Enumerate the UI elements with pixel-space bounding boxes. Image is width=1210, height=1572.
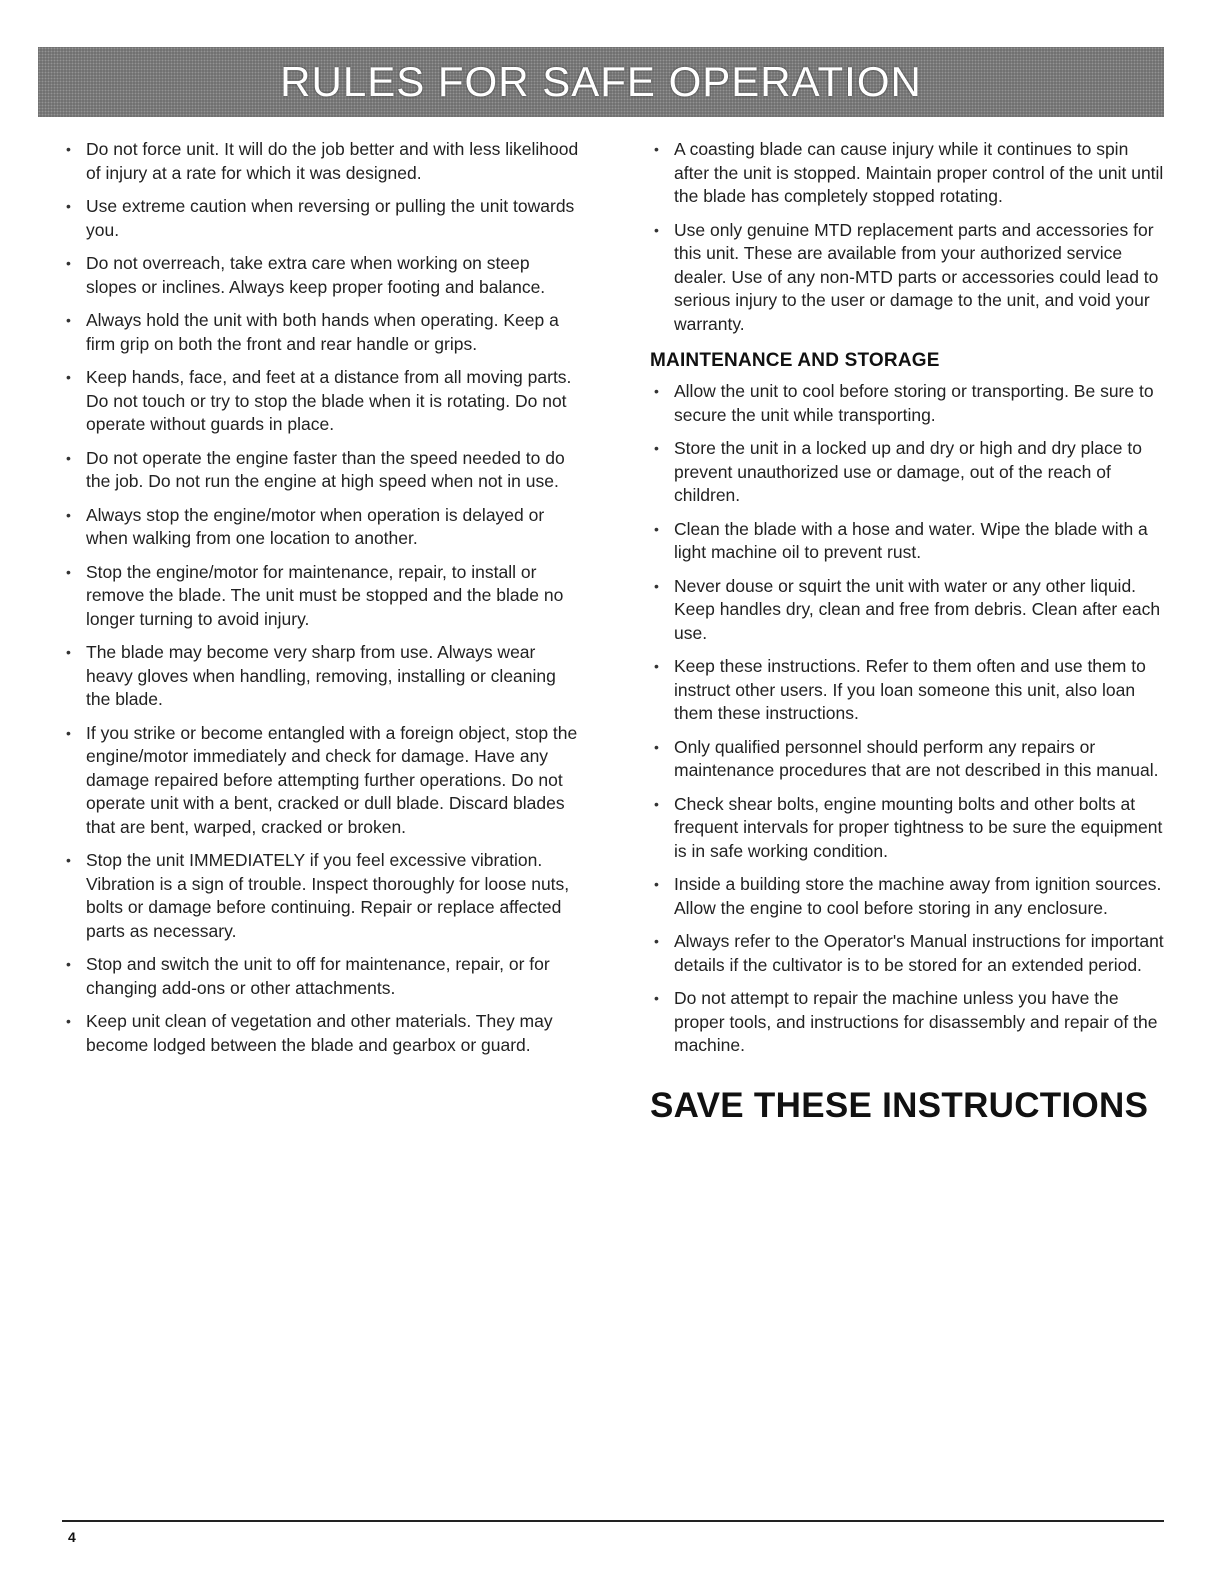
list-item: • Use extreme caution when reversing or pulling the unit towards you.	[62, 195, 582, 242]
page-title: RULES FOR SAFE OPERATION	[280, 58, 922, 105]
list-item: • Use only genuine MTD replacement parts and accessories for this unit. These are available from your authorized service dealer. Use of any non-MTD parts or accessories could lead to serious injury to the user or damage to the unit, and void your warranty.	[650, 219, 1165, 337]
list-item: • Always refer to the Operator's Manual instructions for important details if the cultivator is to be stored for an extended period.	[650, 930, 1165, 977]
list-item: • Allow the unit to cool before storing or transporting. Be sure to secure the unit while transporting.	[650, 380, 1165, 427]
list-item: • Only qualified personnel should perform any repairs or maintenance procedures that are not described in this manual.	[650, 736, 1165, 783]
list-item: • Keep unit clean of vegetation and other materials. They may become lodged between the blade and gearbox or guard.	[62, 1010, 582, 1057]
left-column	[62, 138, 582, 1067]
list-item: • Stop and switch the unit to off for maintenance, repair, or for changing add-ons or other attachments.	[62, 953, 582, 1000]
list-item: • The blade may become very sharp from use. Always wear heavy gloves when handling, removing, installing or cleaning the blade.	[62, 641, 582, 712]
list-item: • Stop the engine/motor for maintenance, repair, to install or remove the blade. The unit must be stopped and the blade no longer turning to avoid injury.	[62, 561, 582, 632]
list-item: • Clean the blade with a hose and water. Wipe the blade with a light machine oil to prevent rust.	[650, 518, 1165, 565]
maintenance-list	[650, 380, 1165, 1058]
footer-divider	[62, 1520, 1164, 1522]
page-number: 4	[68, 1529, 76, 1545]
list-item: • Always hold the unit with both hands when operating. Keep a firm grip on both the front and rear handle or grips.	[62, 309, 582, 356]
safety-rules-list-continued	[650, 138, 1165, 336]
list-item: • Do not overreach, take extra care when working on steep slopes or inclines. Always keep proper footing and balance.	[62, 252, 582, 299]
list-item: • Keep hands, face, and feet at a distance from all moving parts. Do not touch or try to stop the blade when it is rotating. Do not operate without guards in place.	[62, 366, 582, 437]
right-column	[650, 138, 1165, 1126]
list-item: • Keep these instructions. Refer to them often and use them to instruct other users. If you loan someone this unit, also loan them these instructions.	[650, 655, 1165, 726]
list-item: • A coasting blade can cause injury while it continues to spin after the unit is stopped. Maintain proper control of the unit until the blade has completely stopped rotating.	[650, 138, 1165, 209]
list-item: • Always stop the engine/motor when operation is delayed or when walking from one location to another.	[62, 504, 582, 551]
safety-rules-list	[62, 138, 582, 1057]
list-item: • Check shear bolts, engine mounting bolts and other bolts at frequent intervals for proper tightness to be sure the equipment is in safe working condition.	[650, 793, 1165, 864]
list-item: • Do not operate the engine faster than the speed needed to do the job. Do not run the engine at high speed when not in use.	[62, 447, 582, 494]
page-title-banner	[38, 47, 1164, 117]
maintenance-heading: MAINTENANCE AND STORAGE	[650, 350, 940, 371]
list-item: • Do not attempt to repair the machine unless you have the proper tools, and instructions for disassembly and repair of the machine.	[650, 987, 1165, 1058]
list-item: • Stop the unit IMMEDIATELY if you feel excessive vibration. Vibration is a sign of trouble. Inspect thoroughly for loose nuts, bolts or damage before continuing. Repair or replace affected parts as necessary.	[62, 849, 582, 943]
list-item: • If you strike or become entangled with a foreign object, stop the engine/motor immediately and check for damage. Have any damage repaired before attempting further operations. Do not operate unit with a bent, cracked or dull blade. Discard blades that are bent, warped, cracked or broken.	[62, 722, 582, 840]
list-item: • Inside a building store the machine away from ignition sources. Allow the engine to cool before storing in any enclosure.	[650, 873, 1165, 920]
save-instructions-heading: SAVE THESE INSTRUCTIONS	[650, 1085, 1149, 1125]
list-item: • Do not force unit. It will do the job better and with less likelihood of injury at a rate for which it was designed.	[62, 138, 582, 185]
list-item: • Never douse or squirt the unit with water or any other liquid. Keep handles dry, clean and free from debris. Clean after each use.	[650, 575, 1165, 646]
list-item: • Store the unit in a locked up and dry or high and dry place to prevent unauthorized use or damage, out of the reach of children.	[650, 437, 1165, 508]
